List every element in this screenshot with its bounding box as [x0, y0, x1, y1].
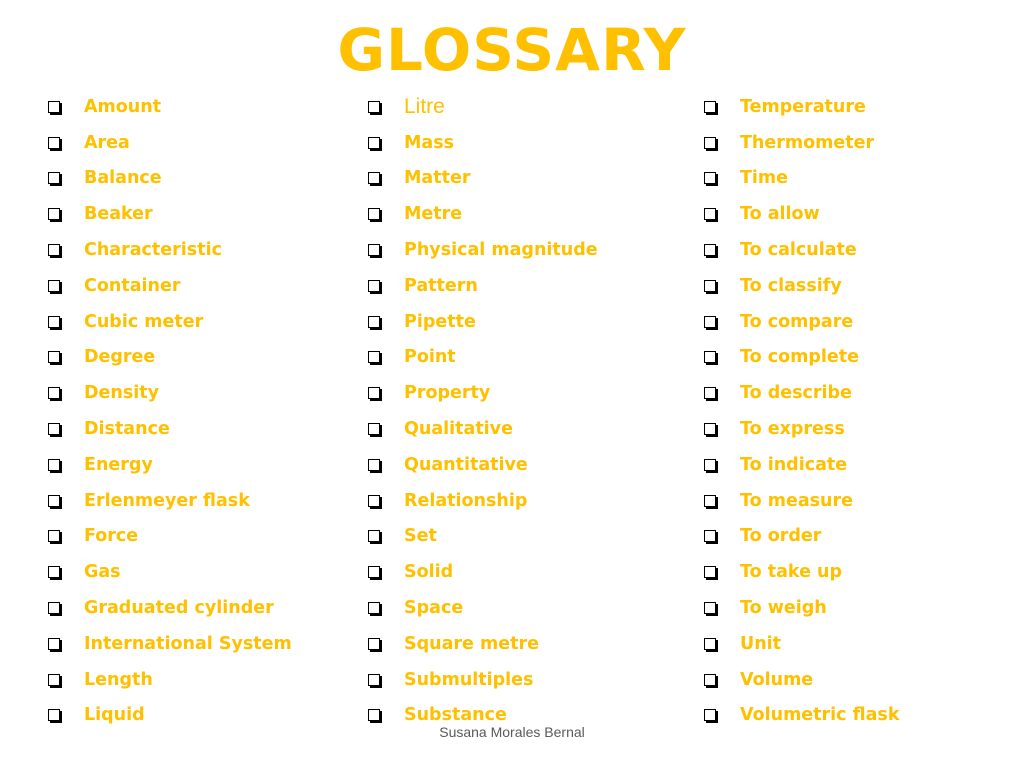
checkbox-icon [368, 244, 380, 256]
glossary-term: Amount [84, 96, 162, 117]
glossary-term: Time [740, 168, 789, 189]
list-item [704, 662, 1004, 698]
checkbox-icon [704, 602, 716, 614]
list-item [368, 375, 688, 411]
list-item [704, 483, 1004, 519]
checkbox-icon [48, 351, 60, 363]
checkbox-icon [48, 387, 60, 399]
checkbox-icon [48, 638, 60, 650]
glossary-term: To take up [740, 562, 843, 583]
glossary-term: Space [404, 598, 464, 619]
checkbox-icon [368, 101, 380, 113]
checkbox-icon [368, 351, 380, 363]
page-title: GLOSSARY [337, 16, 687, 84]
glossary-term: Metre [404, 204, 463, 225]
checkbox-icon [704, 280, 716, 292]
checkbox-icon [368, 459, 380, 471]
glossary-term: Set [404, 526, 437, 547]
checkbox-icon [368, 602, 380, 614]
glossary-term: Point [404, 347, 456, 368]
checkbox-icon [48, 137, 60, 149]
checkbox-icon [368, 172, 380, 184]
checkbox-icon [704, 530, 716, 542]
list-item [704, 196, 1004, 232]
list-item [48, 447, 348, 483]
list-item [368, 161, 688, 197]
checkbox-icon [48, 602, 60, 614]
glossary-term: Balance [84, 168, 162, 189]
checkbox-icon [368, 495, 380, 507]
glossary-term: To compare [740, 311, 854, 332]
checkbox-icon [48, 208, 60, 220]
checkbox-icon [704, 387, 716, 399]
glossary-term: To classify [740, 275, 842, 296]
list-item [368, 304, 688, 340]
glossary-term: Distance [84, 419, 170, 440]
checkbox-icon [704, 172, 716, 184]
glossary-term: Volume [740, 669, 814, 690]
checkbox-icon [368, 387, 380, 399]
glossary-term: To indicate [740, 454, 848, 475]
glossary-term: Quantitative [404, 454, 528, 475]
list-item [48, 340, 348, 376]
list-item [368, 232, 688, 268]
checkbox-icon [704, 638, 716, 650]
glossary-term: Characteristic [84, 240, 222, 261]
glossary-term: Litre [404, 94, 445, 118]
glossary-term: Mass [404, 132, 455, 153]
list-item [48, 375, 348, 411]
list-item [48, 626, 348, 662]
checkbox-icon [48, 316, 60, 328]
glossary-term: Temperature [740, 96, 866, 117]
checkbox-icon [368, 137, 380, 149]
glossary-term: Liquid [84, 705, 145, 726]
glossary-term: Property [404, 383, 491, 404]
glossary-term: To measure [740, 490, 854, 511]
glossary-term: To describe [740, 383, 852, 404]
list-item [368, 554, 688, 590]
glossary-term: Degree [84, 347, 156, 368]
list-item [48, 662, 348, 698]
glossary-term: To order [740, 526, 822, 547]
checkbox-icon [48, 495, 60, 507]
glossary-term: Length [84, 669, 153, 690]
glossary-term: To weigh [740, 598, 827, 619]
checkbox-icon [48, 709, 60, 721]
list-item [368, 196, 688, 232]
checkbox-icon [368, 316, 380, 328]
glossary-term: Unit [740, 633, 782, 654]
checkbox-icon [368, 280, 380, 292]
glossary-term: To express [740, 419, 845, 440]
list-item [704, 268, 1004, 304]
glossary-term: To complete [740, 347, 859, 368]
glossary-term: International System [84, 633, 292, 654]
glossary-term: Submultiples [404, 669, 534, 690]
list-item [368, 626, 688, 662]
checkbox-icon [48, 566, 60, 578]
list-item [48, 232, 348, 268]
checkbox-icon [704, 137, 716, 149]
checkbox-icon [704, 208, 716, 220]
list-item [48, 268, 348, 304]
checkbox-icon [704, 495, 716, 507]
glossary-column-2 [368, 89, 688, 733]
checkbox-icon [368, 208, 380, 220]
glossary-term: Cubic meter [84, 311, 204, 332]
glossary-term: Pattern [404, 275, 478, 296]
list-item [704, 89, 1004, 125]
list-item [48, 304, 348, 340]
checkbox-icon [48, 674, 60, 686]
glossary-term: Graduated cylinder [84, 598, 274, 619]
list-item [704, 232, 1004, 268]
checkbox-icon [368, 423, 380, 435]
list-item [368, 483, 688, 519]
checkbox-icon [704, 674, 716, 686]
list-item [48, 590, 348, 626]
glossary-term: Volumetric flask [740, 705, 900, 726]
checkbox-icon [704, 316, 716, 328]
glossary-term: Force [84, 526, 139, 547]
glossary-term: Square metre [404, 633, 539, 654]
list-item [704, 375, 1004, 411]
checkbox-icon [704, 566, 716, 578]
list-item [704, 340, 1004, 376]
glossary-term: Area [84, 132, 130, 153]
author-footer: Susana Morales Bernal [439, 724, 585, 740]
list-item [704, 125, 1004, 161]
glossary-term: Physical magnitude [404, 240, 598, 261]
glossary-term: Substance [404, 705, 507, 726]
list-item [704, 161, 1004, 197]
glossary-term: Qualitative [404, 419, 513, 440]
checkbox-icon [48, 459, 60, 471]
glossary-term: Beaker [84, 204, 153, 225]
list-item [368, 268, 688, 304]
list-item [704, 590, 1004, 626]
checkbox-icon [48, 423, 60, 435]
list-item [704, 554, 1004, 590]
list-item [368, 519, 688, 555]
list-item [368, 340, 688, 376]
list-item [48, 554, 348, 590]
list-item [48, 483, 348, 519]
list-item [368, 411, 688, 447]
glossary-term: Gas [84, 562, 121, 583]
checkbox-icon [368, 638, 380, 650]
list-item [368, 125, 688, 161]
checkbox-icon [48, 530, 60, 542]
list-item [368, 447, 688, 483]
list-item [368, 662, 688, 698]
list-item [704, 626, 1004, 662]
list-item [704, 411, 1004, 447]
glossary-term: Solid [404, 562, 454, 583]
checkbox-icon [368, 674, 380, 686]
checkbox-icon [48, 244, 60, 256]
glossary-term: Relationship [404, 490, 528, 511]
glossary-column-3 [704, 89, 1004, 733]
checkbox-icon [48, 101, 60, 113]
checkbox-icon [704, 423, 716, 435]
list-item [48, 125, 348, 161]
list-item [48, 89, 348, 125]
glossary-term: To allow [740, 204, 820, 225]
glossary-term: Erlenmeyer flask [84, 490, 250, 511]
checkbox-icon [368, 709, 380, 721]
list-item [704, 519, 1004, 555]
checkbox-icon [368, 530, 380, 542]
checkbox-icon [704, 709, 716, 721]
glossary-column-1 [48, 89, 348, 733]
checkbox-icon [704, 459, 716, 471]
list-item [48, 411, 348, 447]
list-item [368, 590, 688, 626]
checkbox-icon [704, 101, 716, 113]
glossary-term: Energy [84, 454, 153, 475]
checkbox-icon [48, 280, 60, 292]
glossary-term: To calculate [740, 240, 857, 261]
glossary-term: Matter [404, 168, 471, 189]
checkbox-icon [48, 172, 60, 184]
list-item [48, 196, 348, 232]
list-item [48, 519, 348, 555]
glossary-term: Density [84, 383, 160, 404]
glossary-term: Container [84, 275, 181, 296]
list-item [704, 447, 1004, 483]
list-item [48, 161, 348, 197]
glossary-term: Pipette [404, 311, 476, 332]
checkbox-icon [704, 244, 716, 256]
glossary-term: Thermometer [740, 132, 875, 153]
checkbox-icon [704, 351, 716, 363]
list-item [704, 304, 1004, 340]
checkbox-icon [368, 566, 380, 578]
list-item [368, 89, 688, 125]
